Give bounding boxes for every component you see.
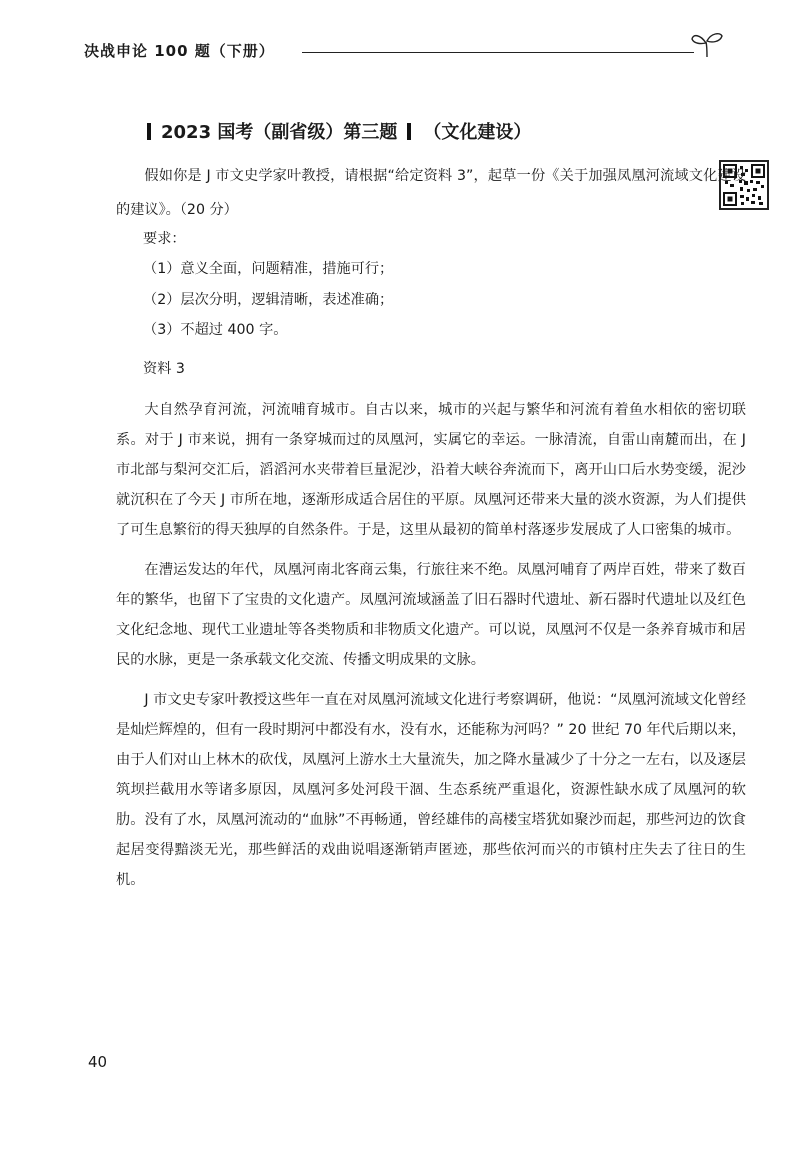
requirements-label: 要求： bbox=[143, 231, 186, 247]
running-header: 决战申论 100 题（下册） bbox=[84, 42, 275, 60]
material-paragraph: 在漕运发达的年代，凤凰河南北客商云集，行旅往来不绝。凤凰河哺育了两岸百姓，带来了数百年的繁华，也留下了宝贵的文化遗产。凤凰河流域涵盖了旧石器时代遗址、新石器时代遗址以及红色文化纪念地、现代工业遗址等各类物质和非物质文化遗产。可以说，凤凰河不仅是一条养育城市和居民的水脉，更是一条承载文化交流、传播文明成果的文脉。 bbox=[116, 562, 746, 668]
material-paragraph: J 市文史专家叶教授这些年一直在对凤凰河流域文化进行考察调研，他说：“凤凰河流域文化曾经是灿烂辉煌的，但有一段时期河中都没有水，没有水，还能称为河吗？” 20 世纪 70 年代后期以来，由于人们对山上林木的砍伐，凤凰河上游水土大量流失，加之降水量减少了十分之一左右，以及逐层筑坝拦截用水等诸多原因，凤凰河多处河段干涸、生态系统严重退化，资源性缺水成了凤凰河的软肋。没有了水，凤凰河流动的“血脉”不再畅通，曾经雄伟的高楼宝塔犹如聚沙而起，那些河边的饮食起居变得黯淡无光，那些鲜活的戏曲说唱逐渐销声匿迹，那些依河而兴的市镇村庄失去了往日的生机。 bbox=[116, 692, 746, 888]
requirements-list bbox=[143, 254, 393, 346]
question-category: （文化建设） bbox=[423, 122, 532, 143]
requirement-item: （1）意义全面，问题精准，措施可行； bbox=[143, 261, 394, 277]
material-body bbox=[116, 395, 746, 905]
question-title bbox=[147, 118, 531, 144]
requirement-item: （2）层次分明，逻辑清晰，表述准确； bbox=[143, 291, 394, 308]
question-prompt: 假如你是 J 市文史学家叶教授，请根据“给定资料 3”，起草一份《关于加强凤凰河流域文化建设的建议》。（20 分） bbox=[116, 168, 746, 218]
material-paragraph: 大自然孕育河流，河流哺育城市。自古以来，城市的兴起与繁华和河流有着鱼水相依的密切联系。对于 J 市来说，拥有一条穿城而过的凤凰河，实属它的幸运。一脉清流，自雷山南麓而出，在 J 市北部与梨河交汇后，滔滔河水夹带着巨量泥沙，沿着大峡谷奔流而下，离开山口后水势变缓，泥沙就沉积在了今天 J 市所在地，逐渐形成适合居住的平原。凤凰河还带来大量的淡水资源，为人们提供了可生息繁衍的得天独厚的自然条件。于是，这里从最初的简单村落逐步发展成了人口密集的城市。 bbox=[116, 402, 746, 538]
sprout-icon bbox=[690, 30, 724, 58]
title-bar-left bbox=[147, 123, 151, 140]
title-bar-right bbox=[407, 123, 411, 140]
question-title-text: 2023 国考（副省级）第三题 bbox=[161, 122, 398, 143]
material-label: 资料 3 bbox=[143, 361, 185, 377]
requirement-item: （3）不超过 400 字。 bbox=[143, 322, 288, 338]
header-rule bbox=[302, 52, 694, 53]
page-number: 40 bbox=[88, 1053, 108, 1071]
